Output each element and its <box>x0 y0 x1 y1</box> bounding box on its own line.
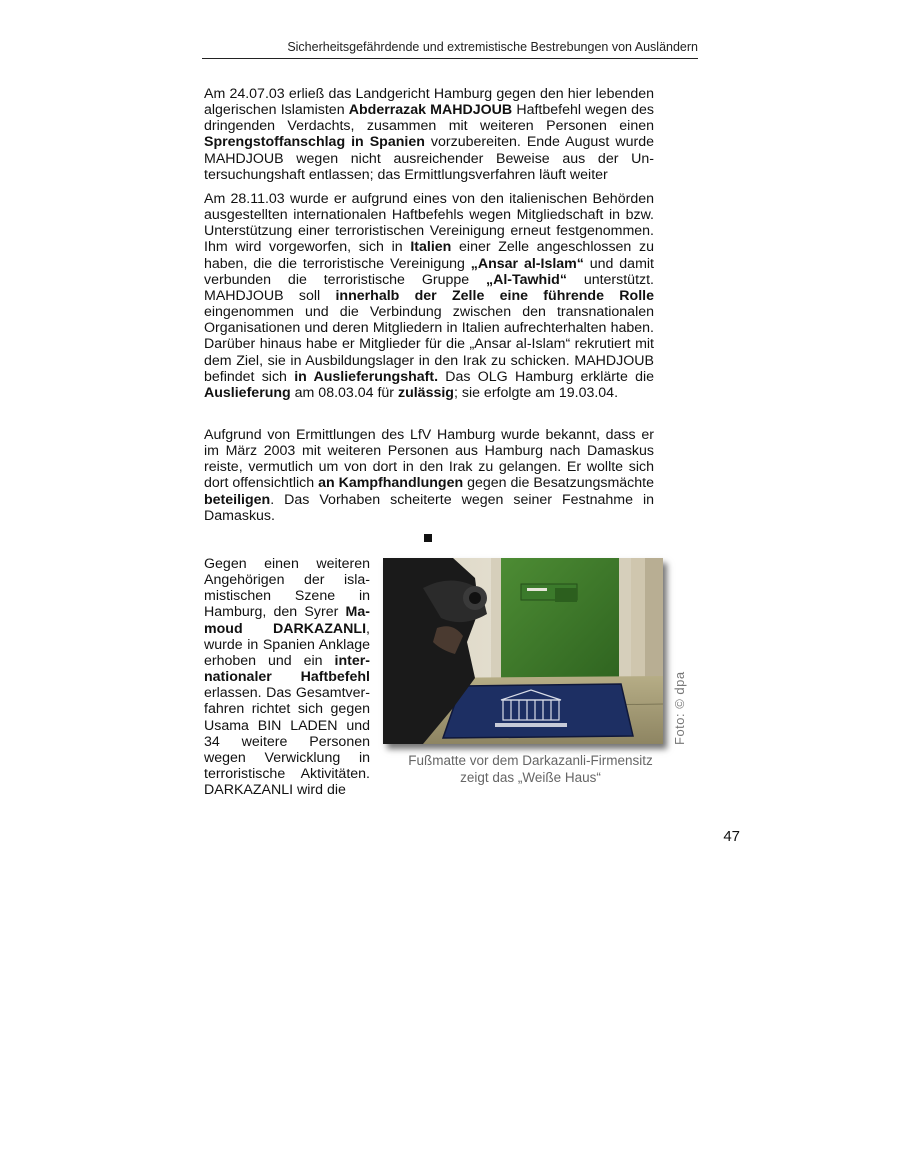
paragraph-damascus-travel <box>204 427 654 524</box>
photo-caption <box>383 753 678 786</box>
text-run: Gegen einen weiteren Angehörigen der islamistischen Szene in Hamburg, den Syrer <box>204 556 370 621</box>
text-run: einer Zelle angeschlossen zu haben, die die terroristische Vereinigung <box>204 239 654 272</box>
text-run: gegen die Besatzungsmächte <box>463 475 654 492</box>
text-run: Haftbefehl wegen des dringenden Verdachts, zusammen mit weiteren Personen einen <box>204 102 655 135</box>
emphasis-text: innerhalb der Zelle eine führende Rolle <box>335 287 654 304</box>
emphasis-text: Sprengstoffanschlag in Spanien <box>204 134 425 151</box>
text-run: vorzubereiten. Ende August wurde MAHDJOUB wegen nicht ausreichender Beweise aus der Untersuchungshaft entlassen; das Ermittlungsverfahren läuft weiter <box>204 134 654 183</box>
text-run: Aufgrund von Ermittlungen des LfV Hamburg wurde bekannt, dass er im März 2003 mit weiteren Personen aus Hamburg nach Damaskus reiste, vermutlich um von dort in den Irak zu gelangen. Er wollte sich dort offensichtlich <box>204 427 654 492</box>
paragraph-darkazanli <box>204 556 370 798</box>
emphasis-text: Italien <box>410 239 452 256</box>
text-run: und damit verbunden die terroristische Gruppe <box>204 255 654 288</box>
emphasis-text: Abderrazak MAHDJOUB <box>348 102 513 119</box>
emphasis-text: „Ansar al-Islam“ <box>470 255 584 272</box>
running-title: Sicherheitsgefährdende und extremistische Bestrebungen von Ausländern <box>287 40 698 54</box>
emphasis-text: beteiligen <box>204 491 271 508</box>
photo-credit: Foto: © dpa <box>672 671 687 745</box>
doormat-photo <box>383 558 663 744</box>
paragraph-mahdjoub-arrest <box>204 86 654 183</box>
text-run: erlassen. Das Gesamtverfahren richtet sich gegen Usama BIN LADEN und 34 weitere Personen wegen Verwicklung in terroristische Aktivitäten. DARKAZANLI wird die <box>204 685 370 799</box>
caption-line-2: zeigt das „Weiße Haus“ <box>460 769 601 785</box>
paragraph-italian-warrant <box>204 191 654 401</box>
emphasis-text: „Al-Tawhid“ <box>486 271 567 288</box>
emphasis-text: an Kampfhandlungen <box>318 475 464 492</box>
text-run: . Das Vorhaben scheiterte wegen seiner Festnahme in Damaskus. <box>204 491 654 524</box>
emphasis-text: Mamoud DARKAZANLI <box>204 604 370 637</box>
text-run: Das OLG Hamburg erklärte die <box>438 368 654 385</box>
running-header <box>202 40 698 59</box>
caption-line-1: Fußmatte vor dem Darkazanli-Firmensitz <box>408 753 653 768</box>
text-run: eingenommen und die Verbindung zwischen den transnationalen Organisationen und deren Mitgliedern in Italien aufrechterhalten haben. Darüber hinaus habe er Mitglieder für die „Ansar al-Islam“ rekrutiert mit dem Ziel, sie in Ausbildungslager in den Irak zu schicken. MAHDJOUB befindet sich <box>204 304 654 385</box>
emphasis-text: in Auslieferungshaft. <box>294 368 439 385</box>
text-run: am 08.03.04 für <box>290 384 398 401</box>
page-number: 47 <box>723 828 740 845</box>
text-run: Am 28.11.03 wurde er aufgrund eines von den italienischen Behörden ausgestellten internationalen Haftbefehls wegen Mitgliedschaft in bzw. Unterstützung einer terroristischen Vereinigung erneut festgenommen. Ihm wird vorgeworfen, sich in <box>204 191 654 256</box>
emphasis-text: internationaler Haftbefehl <box>204 652 370 686</box>
text-run: Am 24.07.03 erließ das Landgericht Hamburg gegen den hier lebenden algerischen Islamisten <box>204 86 654 119</box>
emphasis-text: zulässig <box>397 384 454 401</box>
text-run: ; sie erfolgte am 19.03.04. <box>453 384 619 401</box>
text-run: unterstützt. MAHDJOUB soll <box>204 271 654 304</box>
text-run: , wurde in Spanien Anklage erhoben und ein <box>204 620 370 669</box>
emphasis-text: Auslieferung <box>204 384 291 401</box>
section-separator-square <box>424 534 432 542</box>
